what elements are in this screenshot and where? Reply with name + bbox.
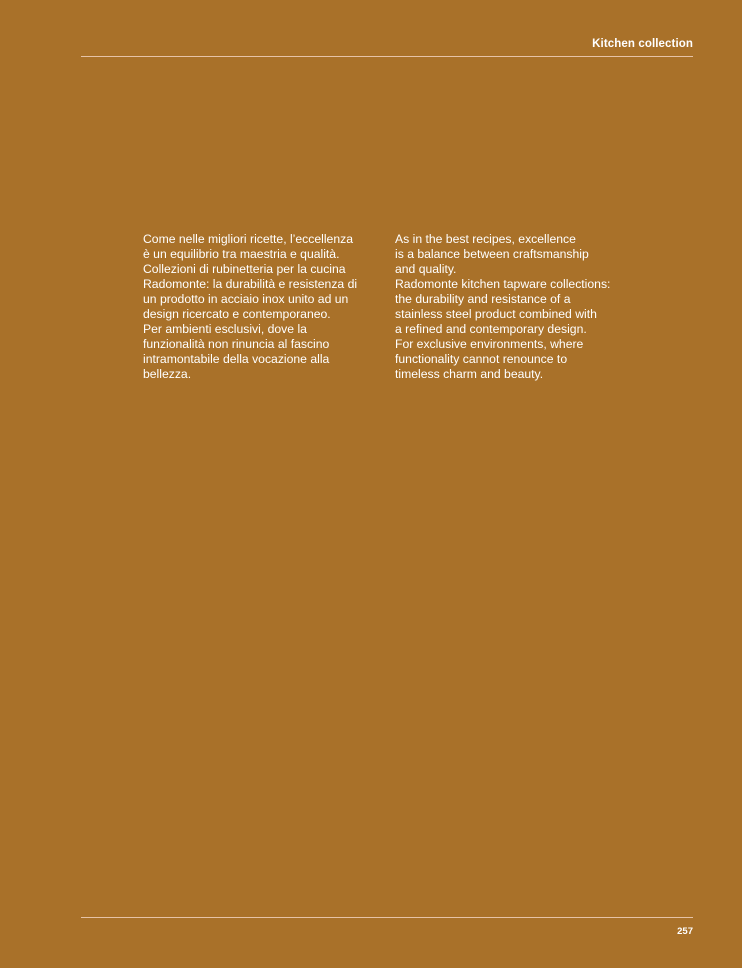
text-line: bellezza.	[143, 367, 192, 381]
page-number: 257	[677, 926, 693, 937]
text-line: Per ambienti esclusivi, dove la	[143, 322, 307, 336]
text-line: Radomonte: la durabilità e resistenza di	[143, 277, 358, 291]
text-line: Come nelle migliori ricette, l’eccellenza	[143, 232, 353, 246]
text-line: è un equilibrio tra maestria e qualità.	[143, 247, 340, 261]
text-line: is a balance between craftsmanship	[395, 247, 589, 261]
header-title: Kitchen collection	[592, 38, 693, 50]
text-line: stainless steel product combined with	[395, 307, 597, 321]
text-line: Radomonte kitchen tapware collections:	[395, 277, 611, 291]
text-line: Collezioni di rubinetteria per la cucina	[143, 262, 346, 276]
text-line: design ricercato e contemporaneo.	[143, 307, 331, 321]
text-line: a refined and contemporary design.	[395, 322, 587, 336]
text-line: un prodotto in acciaio inox unito ad un	[143, 292, 349, 306]
text-line: intramontabile della vocazione alla	[143, 352, 330, 366]
text-line: As in the best recipes, excellence	[395, 232, 576, 246]
english-text-column	[395, 232, 635, 382]
text-line: For exclusive environments, where	[395, 337, 584, 351]
text-line: the durability and resistance of a	[395, 292, 571, 306]
text-line: functionality cannot renounce to	[395, 352, 568, 366]
text-line: timeless charm and beauty.	[395, 367, 544, 381]
footer-rule	[81, 917, 693, 918]
header-rule	[81, 56, 693, 57]
italian-text-column	[143, 232, 383, 382]
text-line: and quality.	[395, 262, 457, 276]
text-line: funzionalità non rinuncia al fascino	[143, 337, 330, 351]
